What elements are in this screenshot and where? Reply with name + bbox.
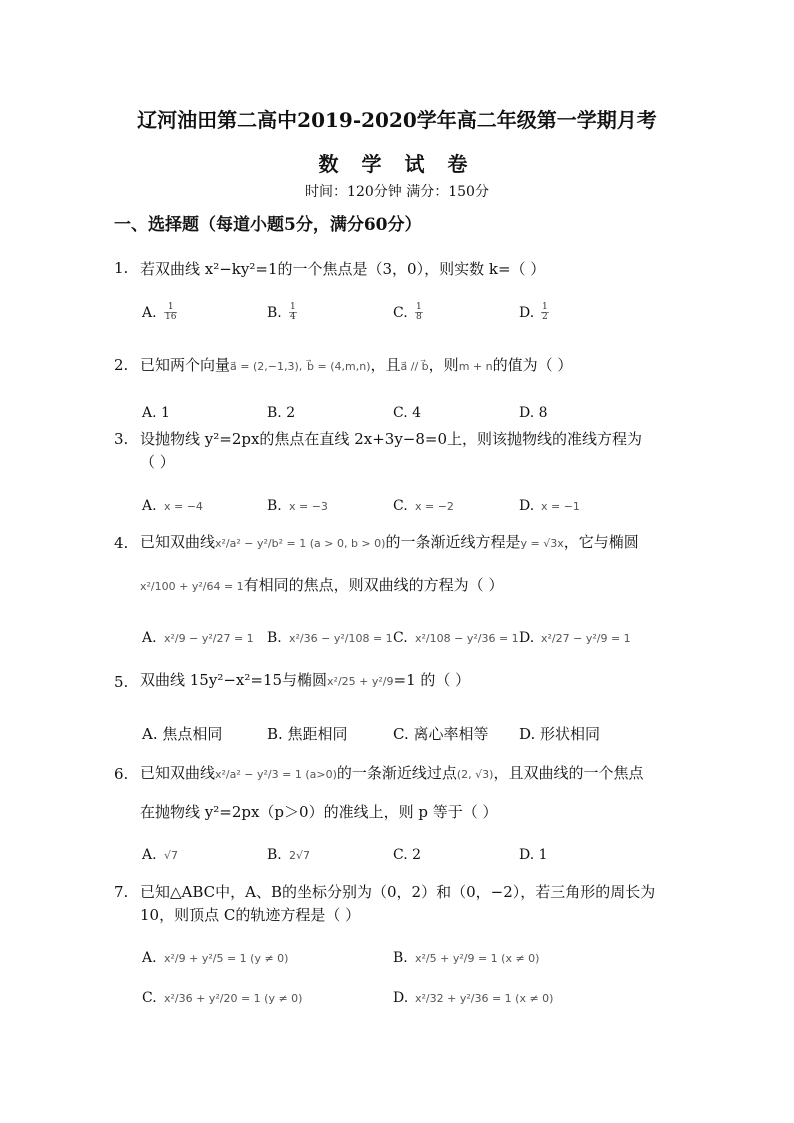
question-text-cont: （ ） (140, 453, 175, 471)
option-a: A. 焦点相同 (142, 725, 223, 743)
option-a: A. x²/9 + y²/5 = 1 (y ≠ 0) (142, 950, 289, 966)
option-a: A. √7 (142, 847, 179, 863)
option-a: A. x²/9 − y²/27 = 1 (142, 630, 254, 646)
question-text-cont: 在抛物线 y²=2px（p＞0）的准线上，则 p 等于（ ） (140, 803, 498, 821)
option-b: B. x²/5 + y²/9 = 1 (x ≠ 0) (393, 950, 540, 966)
section-heading: 一、选择题（每道小题5分，满分60分） (114, 215, 422, 235)
exam-meta: 时间：120分钟 满分：150分 (305, 184, 489, 200)
option-c: C. 4 (393, 405, 422, 421)
question-number: 3. (114, 430, 129, 448)
exam-subtitle: 数 学 试 卷 (318, 152, 476, 176)
option-d: D. $\frac{1}{2}$ (519, 302, 548, 322)
question-text: 已知双曲线x²/a² − y²/3 = 1 (a>0)的一条渐近线过点(2, √3)，且双曲线的一个焦点 (140, 764, 644, 782)
question-text-cont: x²/100 + y²/64 = 1有相同的焦点，则双曲线的方程为（ ） (140, 576, 504, 594)
option-b: B. 2 (267, 405, 296, 421)
exam-title: 辽河油田第二高中2019-2020学年高二年级第一学期月考 (137, 108, 657, 132)
option-d: D. 形状相同 (519, 725, 601, 743)
option-c: C. x²/108 − y²/36 = 1 (393, 630, 519, 646)
option-b: B. 焦距相同 (267, 725, 348, 743)
question-number: 7. (114, 883, 129, 901)
option-d: D. 8 (519, 405, 548, 421)
option-b: B. 2√7 (267, 847, 311, 863)
question-number: 1. (114, 259, 129, 277)
question-number: 6. (114, 765, 129, 783)
option-b: B. x²/36 − y²/108 = 1 (267, 630, 393, 646)
option-d: D. 1 (519, 847, 548, 863)
question-text: 设抛物线 y²=2px的焦点在直线 2x+3y−8=0上，则该抛物线的准线方程为 (140, 430, 643, 448)
option-d: D. x²/32 + y²/36 = 1 (x ≠ 0) (393, 990, 554, 1006)
option-c: C. 离心率相等 (393, 725, 489, 743)
question-text: 已知双曲线x²/a² − y²/b² = 1 (a > 0, b > 0)的一条渐近线方程是y = √3x，它与椭圆 (140, 533, 639, 551)
option-a: A. $\frac{1}{16}$ (142, 302, 177, 322)
question-text: 双曲线 15y²−x²=15与椭圆x²/25 + y²/9=1 的（ ） (140, 671, 471, 689)
question-number: 5. (114, 673, 129, 691)
question-text: 已知△ABC中，A、B的坐标分别为（0，2）和（0，−2），若三角形的周长为 (140, 883, 656, 901)
question-text-cont: 10，则顶点 C的轨迹方程是（ ） (140, 906, 361, 924)
option-d: D. x²/27 − y²/9 = 1 (519, 630, 631, 646)
option-c: C. x²/36 + y²/20 = 1 (y ≠ 0) (142, 990, 303, 1006)
option-b: B. x = −3 (267, 498, 328, 514)
option-b: B. $\frac{1}{4}$ (267, 302, 296, 322)
option-c: C. 2 (393, 847, 422, 863)
option-c: C. x = −2 (393, 498, 454, 514)
question-number: 2. (114, 356, 129, 374)
option-c: C. $\frac{1}{8}$ (393, 302, 422, 322)
option-d: D. x = −1 (519, 498, 580, 514)
option-a: A. x = −4 (142, 498, 203, 514)
question-number: 4. (114, 534, 129, 552)
question-text: 已知两个向量a⃗ = (2,−1,3), b⃗ = (4,m,n)，且a⃗ // b⃗，则m + n的值为（ ） (140, 356, 573, 374)
option-a: A. 1 (142, 405, 170, 421)
question-text: 若双曲线 x²−ky²=1的一个焦点是（3，0），则实数 k=（ ） (140, 260, 546, 278)
